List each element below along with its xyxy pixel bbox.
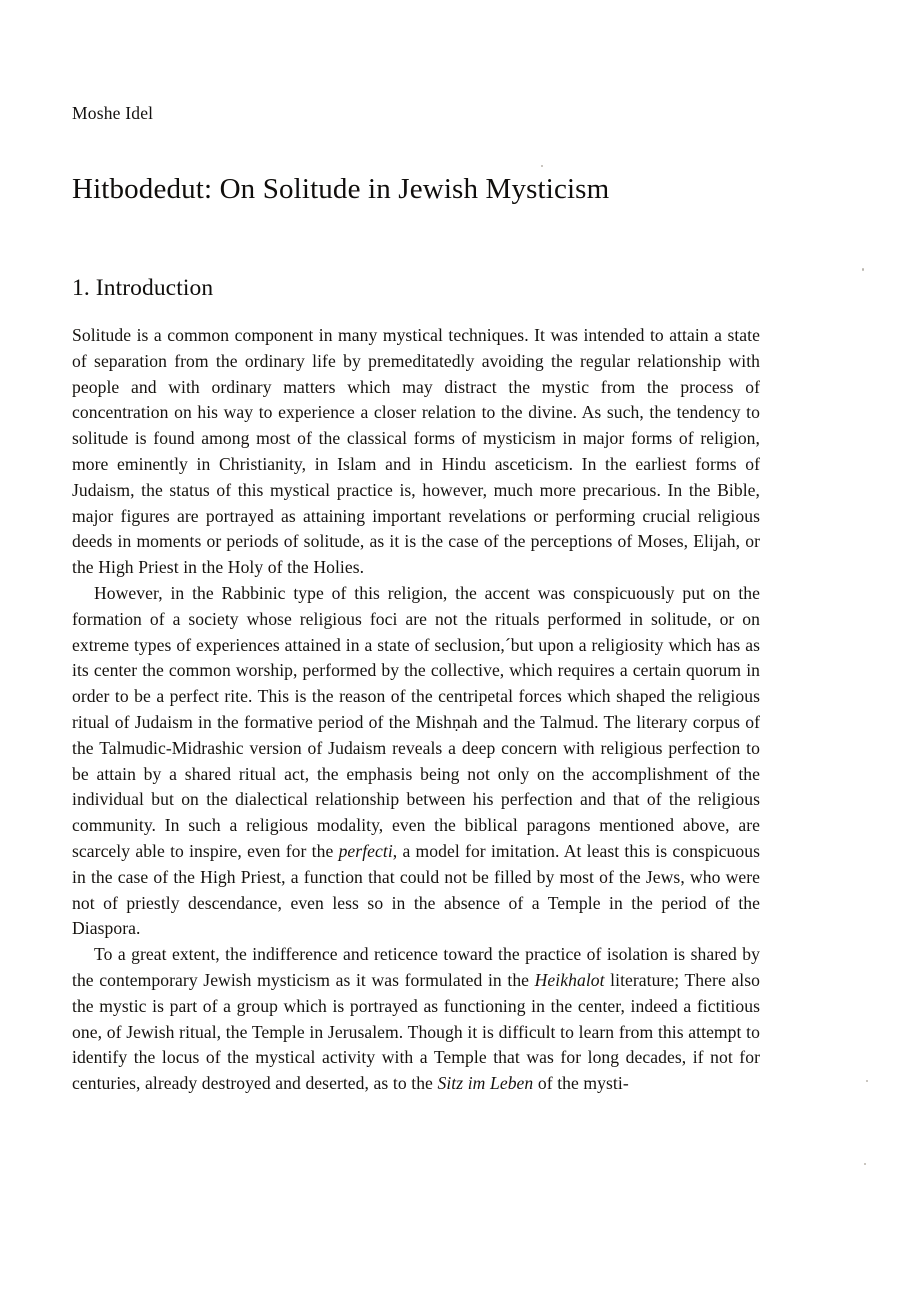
paragraph: Solitude is a common component in many mystical techniques. It was intended to attain a state of separation from the ordinary life by premeditatedly avoiding the regular relationship with people and with ordinary matters which may distract the mystic from the process of concentration on his way to experience a closer relation to the divine. As such, the tendency to solitude is found among most of the classical forms of mysticism in major forms of religion, more eminently in Christianity, in Islam and in Hindu asceticism. In the earliest forms of Judaism, the status of this mystical practice is, however, much more precarious. In the Bible, major figures are portrayed as attaining important revelations or performing crucial religious deeds in moments or periods of solitude, as it is the case of the perceptions of Moses, Elijah, or the High Priest in the Holy of the Holies. bbox=[72, 325, 760, 578]
scan-speck bbox=[864, 1163, 866, 1165]
body-text bbox=[72, 323, 760, 1097]
page-title: Hitbodedut: On Solitude in Jewish Mysticism bbox=[72, 173, 610, 205]
paragraph: To a great extent, the indifference and reticence toward the practice of isolation is shared by the contemporary Jewish mysticism as it was formulated in the Heikhalot literature; There also the mystic is part of a group which is portrayed as functioning in the center, indeed a fictitious one, of Jewish ritual, the Temple in Jerusalem. Though it is difficult to learn from this attempt to identify the locus of the mystical activity with a Temple that was for long decades, if not for centuries, already destroyed and deserted, as to the Sitz im Leben of the mysti- bbox=[72, 944, 760, 1094]
italic-term: Sitz im Leben bbox=[437, 1073, 534, 1094]
page-text-column bbox=[72, 0, 760, 1097]
italic-term: Heikhalot bbox=[534, 969, 605, 990]
italic-term: perfecti bbox=[338, 840, 393, 861]
section-heading-introduction: 1. Introduction bbox=[72, 275, 214, 301]
scan-speck bbox=[866, 1080, 868, 1082]
author-byline: Moshe Idel bbox=[72, 103, 154, 123]
paragraph: However, in the Rabbinic type of this religion, the accent was conspicuously put on the formation of a society whose religious foci are not the rituals performed in solitude, or on extreme types of experiences attained in a state of seclusion,´but upon a religiosity which has as its center the common worship, performed by the collective, which requires a certain quorum in order to be a perfect rite. This is the reason of the centripetal forces which shaped the religious ritual of Judaism in the formative period of the Mishṇah and the Talmud. The literary corpus of the Talmudic-Midrashic version of Judaism reveals a deep concern with religious perfection to be attain by a shared ritual act, the emphasis being not only on the accomplishment of the individual but on the dialectical relationship between his perfection and that of the religious community. In such a religious modality, even the biblical paragons mentioned above, are scarcely able to inspire, even for the perfecti, a model for imitation. At least this is conspicuous in the case of the High Priest, a function that could not be filled by most of the Jews, who were not of priestly descendance, even less so in the absence of a Temple in the period of the Diaspora. bbox=[72, 582, 760, 939]
scan-speck bbox=[862, 268, 864, 271]
